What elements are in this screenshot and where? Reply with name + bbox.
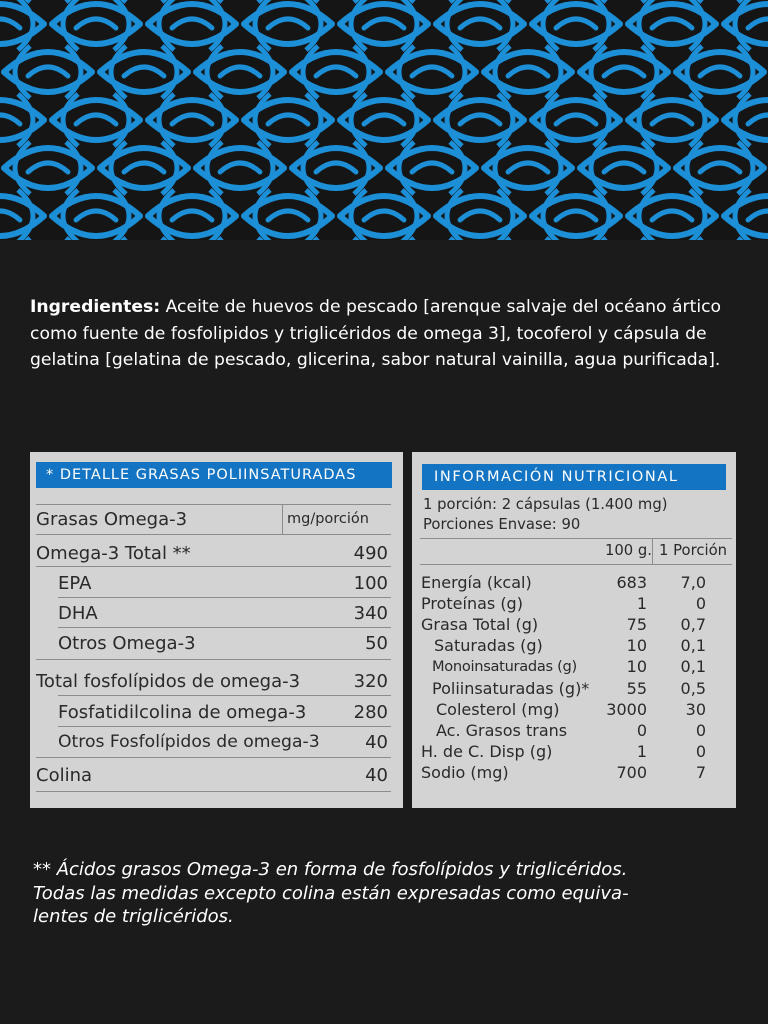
fat-row-value: 100 bbox=[353, 573, 388, 594]
divider bbox=[420, 538, 732, 539]
fat-detail-panel bbox=[30, 452, 403, 808]
decorative-pattern-banner bbox=[0, 0, 768, 240]
nutrition-row-100g: 75 bbox=[626, 615, 647, 634]
fat-row-value: 50 bbox=[365, 633, 388, 654]
fat-row-value: 40 bbox=[365, 732, 388, 753]
fat-header-label: Grasas Omega-3 bbox=[36, 509, 188, 530]
column-header-portion: 1 Porción bbox=[659, 542, 728, 559]
nutrition-row-100g: 55 bbox=[626, 679, 647, 698]
nutrition-row-portion: 0,5 bbox=[680, 679, 706, 698]
divider bbox=[36, 534, 391, 535]
ingredients-line-2: como fuente de fosfolipidos y triglicéridos de omega 3], tocoferol y cápsula de bbox=[30, 323, 707, 344]
nutrition-row-portion: 0,7 bbox=[680, 615, 706, 634]
nutrition-row-label: Poliinsaturadas (g)* bbox=[432, 679, 590, 698]
nutrition-row-label: Grasa Total (g) bbox=[421, 615, 539, 634]
fat-row-value: 490 bbox=[353, 543, 388, 564]
nutrition-row-label: H. de C. Disp (g) bbox=[421, 742, 553, 761]
ingredients-label: Ingredientes: bbox=[30, 297, 161, 317]
nutrition-row-portion: 0,1 bbox=[680, 657, 706, 676]
nutrition-row-100g: 700 bbox=[616, 763, 647, 782]
divider bbox=[420, 564, 732, 565]
servings-text: Porciones Envase: 90 bbox=[423, 516, 581, 533]
nutrition-row-100g: 3000 bbox=[606, 700, 647, 719]
nutrition-row-portion: 0,1 bbox=[680, 636, 706, 655]
divider bbox=[36, 659, 391, 660]
nutrition-row-label: Proteínas (g) bbox=[421, 594, 523, 613]
portion-text: 1 porción: 2 cápsulas (1.400 mg) bbox=[423, 496, 668, 513]
divider bbox=[36, 757, 391, 758]
fish-pattern-graphic bbox=[0, 0, 768, 240]
divider bbox=[58, 726, 391, 727]
fat-row-label: Omega-3 Total ** bbox=[36, 543, 191, 564]
nutrition-row-label: Saturadas (g) bbox=[434, 636, 543, 655]
divider bbox=[36, 791, 391, 792]
nutrition-row-100g: 10 bbox=[626, 657, 647, 676]
fat-row-label: DHA bbox=[58, 603, 98, 624]
fat-row-label: Fosfatidilcolina de omega-3 bbox=[58, 702, 307, 723]
nutrition-row-label: Sodio (mg) bbox=[421, 763, 509, 782]
divider bbox=[36, 566, 391, 567]
nutrition-row-label: Monoinsaturadas (g) bbox=[432, 658, 577, 675]
divider bbox=[652, 538, 653, 564]
fat-header-unit: mg/porción bbox=[287, 511, 369, 527]
divider bbox=[58, 695, 391, 696]
nutrition-row-label: Colesterol (mg) bbox=[436, 700, 560, 719]
footnote bbox=[33, 858, 733, 929]
fat-row-label: Total fosfolípidos de omega-3 bbox=[36, 671, 301, 692]
nutrition-row-portion: 0 bbox=[695, 721, 706, 740]
ingredients-paragraph bbox=[30, 294, 742, 374]
nutrition-row-portion: 30 bbox=[685, 700, 706, 719]
fat-row-value: 320 bbox=[353, 671, 388, 692]
fat-row-label: Otros Omega-3 bbox=[58, 633, 196, 654]
fat-detail-title: * DETALLE GRASAS POLIINSATURADAS bbox=[36, 462, 392, 488]
nutrition-row-100g: 1 bbox=[636, 594, 647, 613]
divider bbox=[58, 627, 391, 628]
nutrition-row-100g: 1 bbox=[636, 742, 647, 761]
fat-row-value: 280 bbox=[353, 702, 388, 723]
nutrition-row-portion: 0 bbox=[695, 742, 706, 761]
nutrition-title: INFORMACIÓN NUTRICIONAL bbox=[422, 464, 726, 490]
nutrition-row-label: Ac. Grasos trans bbox=[436, 721, 568, 740]
nutrition-row-portion: 7 bbox=[695, 763, 706, 782]
nutrition-row-100g: 0 bbox=[636, 721, 647, 740]
column-header-100g: 100 g. bbox=[604, 542, 652, 559]
ingredients-line-1: Aceite de huevos de pescado [arenque salvaje del océano ártico bbox=[160, 297, 722, 317]
nutrition-row-100g: 683 bbox=[616, 573, 647, 592]
ingredients-line-3: gelatina [gelatina de pescado, glicerina, sabor natural vainilla, agua purificada]. bbox=[30, 350, 721, 370]
footnote-line-1: ** Ácidos grasos Omega-3 en forma de fosfolípidos y triglicéridos. bbox=[33, 859, 628, 880]
fat-row-value: 340 bbox=[353, 603, 388, 624]
footnote-line-3: lentes de triglicéridos. bbox=[33, 906, 234, 927]
divider bbox=[58, 597, 391, 598]
footnote-line-2: Todas las medidas excepto colina están expresadas como equiva- bbox=[33, 882, 629, 904]
nutrition-row-portion: 0 bbox=[695, 594, 706, 613]
fat-row-label: Otros Fosfolípidos de omega-3 bbox=[58, 732, 320, 752]
nutrition-row-portion: 7,0 bbox=[680, 573, 706, 592]
nutrition-panel bbox=[412, 452, 736, 808]
divider bbox=[282, 504, 283, 534]
fat-row-value: 40 bbox=[365, 765, 388, 786]
fat-row-label: EPA bbox=[58, 573, 92, 594]
nutrition-row-label: Energía (kcal) bbox=[421, 573, 532, 592]
fat-row-label: Colina bbox=[36, 765, 93, 786]
nutrition-row-100g: 10 bbox=[626, 636, 647, 655]
divider bbox=[36, 504, 391, 505]
